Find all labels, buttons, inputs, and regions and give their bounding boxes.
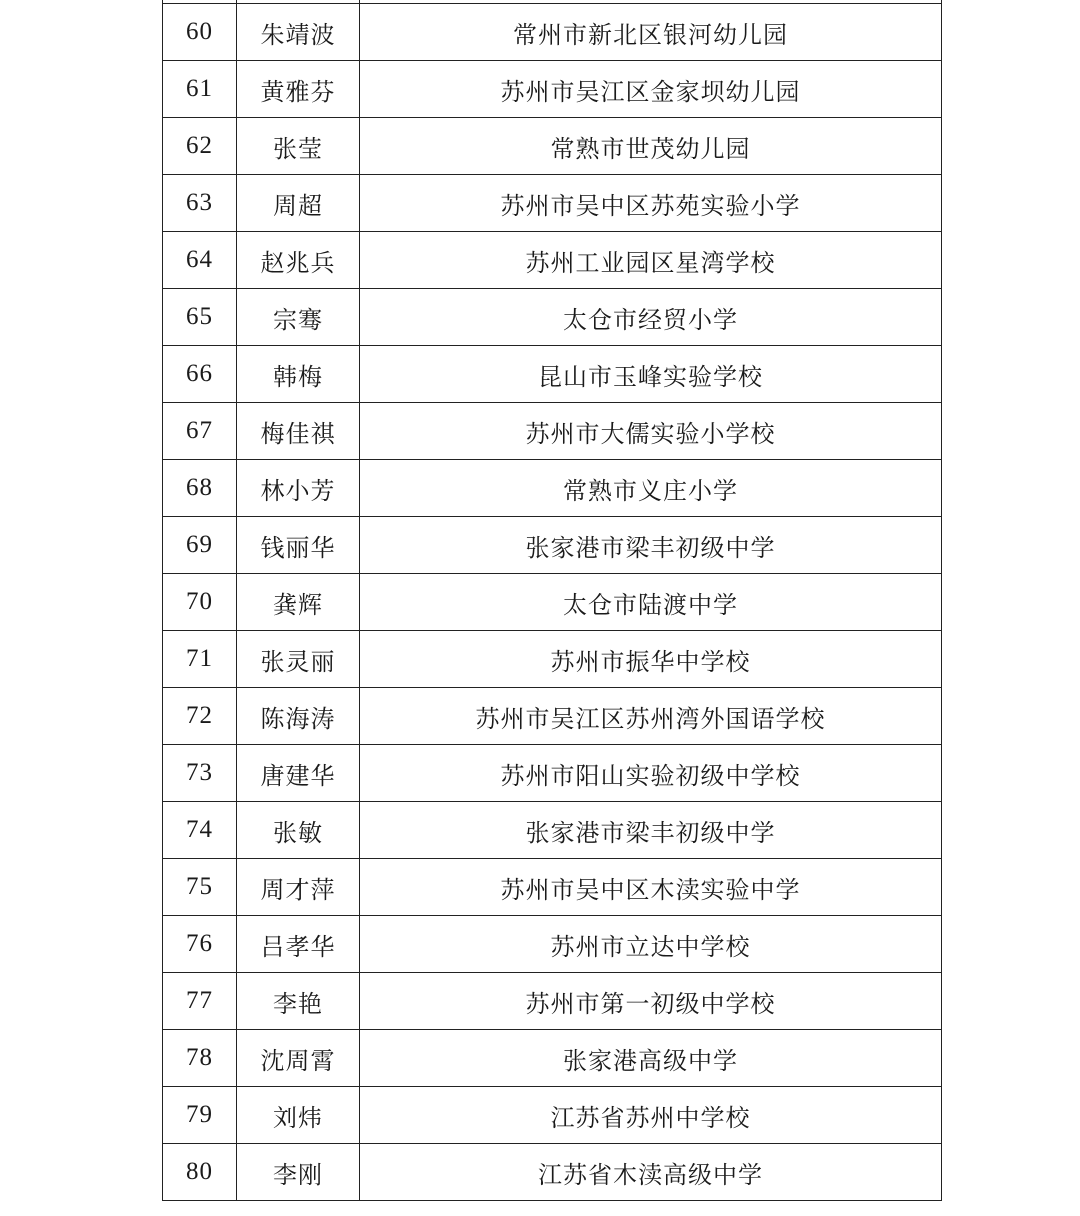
school-name-cell: 常州市新北区银河幼儿园 [360,4,942,61]
roster-table [162,0,942,1201]
person-name-cell: 沈周霄 [237,1030,360,1087]
row-number-cell: 76 [163,916,237,973]
row-number-cell: 64 [163,232,237,289]
school-name-cell: 苏州市吴江区苏州湾外国语学校 [360,688,942,745]
row-number-cell: 71 [163,631,237,688]
person-name-cell: 周超 [237,175,360,232]
person-name-cell: 钱丽华 [237,517,360,574]
table-row [163,631,942,688]
table-row [163,61,942,118]
school-name-cell: 苏州市第一初级中学校 [360,973,942,1030]
row-number-cell: 73 [163,745,237,802]
row-number-cell: 65 [163,289,237,346]
school-name-cell: 苏州市吴中区木渎实验中学 [360,859,942,916]
roster-table-body [163,0,942,1201]
school-name-cell: 张家港市梁丰初级中学 [360,517,942,574]
table-row [163,973,942,1030]
row-number-cell: 68 [163,460,237,517]
table-row [163,232,942,289]
table-row [163,460,942,517]
person-name-cell: 唐建华 [237,745,360,802]
school-name-cell: 江苏省木渎高级中学 [360,1144,942,1201]
person-name-cell: 李艳 [237,973,360,1030]
row-number-cell: 61 [163,61,237,118]
table-row [163,289,942,346]
row-number-cell: 79 [163,1087,237,1144]
person-name-cell: 张莹 [237,118,360,175]
table-row [163,859,942,916]
row-number-cell: 75 [163,859,237,916]
row-number-cell: 72 [163,688,237,745]
school-name-cell: 昆山市玉峰实验学校 [360,346,942,403]
table-row [163,574,942,631]
table-row [163,802,942,859]
table-row [163,688,942,745]
person-name-cell: 周才萍 [237,859,360,916]
school-name-cell: 常熟市义庄小学 [360,460,942,517]
person-name-cell: 张敏 [237,802,360,859]
school-name-cell: 苏州市立达中学校 [360,916,942,973]
person-name-cell: 龚辉 [237,574,360,631]
row-number-cell: 69 [163,517,237,574]
table-row [163,1087,942,1144]
table-row [163,1030,942,1087]
person-name-cell: 林小芳 [237,460,360,517]
row-number-cell: 63 [163,175,237,232]
school-name-cell: 张家港高级中学 [360,1030,942,1087]
school-name-cell: 苏州市吴江区金家坝幼儿园 [360,61,942,118]
school-name-cell: 苏州市振华中学校 [360,631,942,688]
row-number-cell: 78 [163,1030,237,1087]
row-number-cell: 70 [163,574,237,631]
row-number-cell: 74 [163,802,237,859]
roster-table-container [162,0,942,1201]
person-name-cell: 刘炜 [237,1087,360,1144]
person-name-cell: 朱靖波 [237,4,360,61]
table-row [163,1144,942,1201]
row-number-cell: 62 [163,118,237,175]
person-name-cell: 张灵丽 [237,631,360,688]
person-name-cell: 黄雅芬 [237,61,360,118]
table-row [163,403,942,460]
school-name-cell: 苏州工业园区星湾学校 [360,232,942,289]
table-row [163,745,942,802]
person-name-cell: 宗骞 [237,289,360,346]
row-number-cell: 77 [163,973,237,1030]
school-name-cell: 常熟市世茂幼儿园 [360,118,942,175]
school-name-cell: 苏州市大儒实验小学校 [360,403,942,460]
school-name-cell: 苏州市阳山实验初级中学校 [360,745,942,802]
table-row [163,517,942,574]
table-row [163,118,942,175]
table-row [163,4,942,61]
school-name-cell: 江苏省苏州中学校 [360,1087,942,1144]
school-name-cell: 太仓市陆渡中学 [360,574,942,631]
table-row [163,175,942,232]
school-name-cell: 苏州市吴中区苏苑实验小学 [360,175,942,232]
table-row [163,916,942,973]
person-name-cell: 梅佳祺 [237,403,360,460]
person-name-cell: 陈海涛 [237,688,360,745]
person-name-cell: 吕孝华 [237,916,360,973]
person-name-cell: 李刚 [237,1144,360,1201]
table-row [163,346,942,403]
school-name-cell: 太仓市经贸小学 [360,289,942,346]
row-number-cell: 80 [163,1144,237,1201]
row-number-cell: 66 [163,346,237,403]
school-name-cell: 张家港市梁丰初级中学 [360,802,942,859]
person-name-cell: 赵兆兵 [237,232,360,289]
row-number-cell: 60 [163,4,237,61]
row-number-cell: 67 [163,403,237,460]
person-name-cell: 韩梅 [237,346,360,403]
